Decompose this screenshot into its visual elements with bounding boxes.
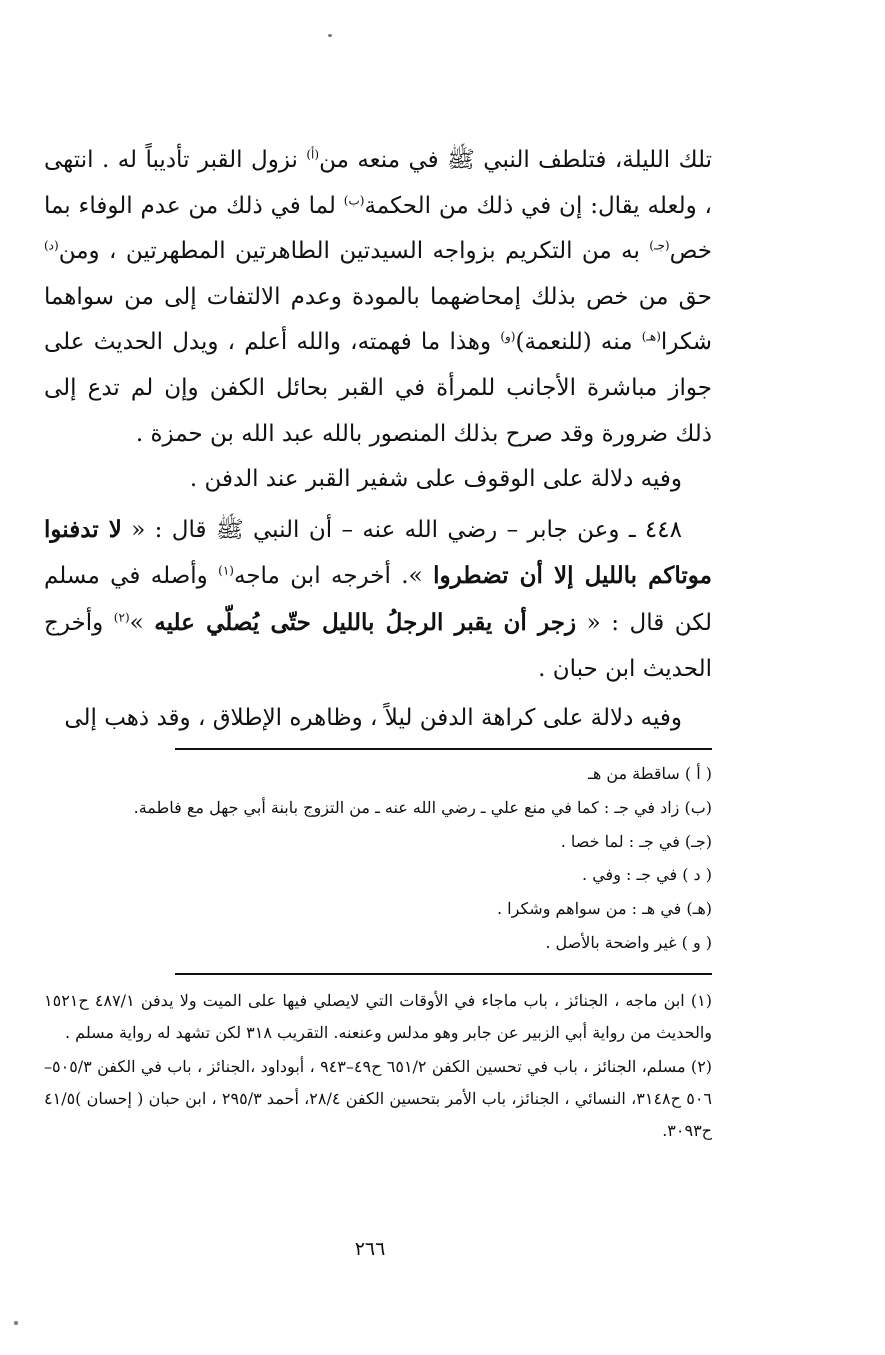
paragraph-2: وفيه دلالة على الوقوف على شفير القبر عند الدفن . — [189, 466, 682, 493]
footnote: (١) ابن ماجه ، الجنائز ، باب ماجاء في الأوقات التي لايصلي فيها على الميت ولا يدفن ٤٨٧/١ ح١٥٢١ والحديث من رواية أبي الزبير عن جابر وهو مدلس وعنعنه. التقريب ٣١٨ لكن تشهد له رواية مسلم . — [44, 991, 712, 1042]
text-run: لما في ذلك من عدم الوفاء بما خص — [44, 192, 712, 265]
variant-marker: (ب) — [343, 192, 365, 207]
text-run: وأخرج الحديث ابن حبان . — [44, 609, 712, 682]
footnote-marker: (٢) — [113, 610, 130, 625]
variant-note: (جـ) في جـ : لما خصا . — [560, 831, 712, 851]
paragraph-4: وفيه دلالة على كراهة الدفن ليلاً ، وظاهره الإطلاق ، وقد ذهب إلى — [64, 705, 682, 732]
text-run: منه (للنعمة) — [515, 329, 642, 356]
ink-speck-margin — [14, 1321, 18, 1325]
text-run: تلك الليلة، فتلطف النبي ﷺ في منعه من — [319, 147, 712, 173]
paragraph-1 — [44, 138, 712, 457]
variant-marker: (أ) — [306, 147, 320, 162]
manuscript-variants — [12, 757, 712, 960]
ink-speck-top — [328, 34, 332, 37]
text-run: حق من خص بذلك إمحاضهما بالمودة وعدم الالتفات إلى من سواهما شكرا — [44, 283, 712, 356]
variant-marker: (د) — [44, 238, 59, 253]
footnote: (٢) مسلم، الجنائز ، باب في تحسين الكفن ٦٥١/٢ ح٤٩–٩٤٣ ، أبوداود ،الجنائز ، باب في الكفن ٥٠٥/٣–٥٠٦ ح٣١٤٨، النسائي ، الجنائز، باب الأمر بتحسين الكفن ٢٨/٤، أحمد ٢٩٥/٣ ، ابن حبان ( إحسان )٤١/٥ ح٣٠٩٣. — [44, 1057, 713, 1140]
text-run: نزول القبر تأدیباً له . انتهى ، ولعله يقال: إن في ذلك من الحكمة — [44, 147, 712, 219]
variants-divider — [175, 748, 712, 750]
text-run: وأصله في مسلم لكن قال : « — [44, 563, 712, 636]
footnotes — [44, 985, 712, 1149]
hadith-quote: زجر أن يقبر الرجلُ بالليل حتّى يُصلّي عليه — [154, 608, 577, 636]
hadith-quote: لا تدفنوا موتاكم بالليل إلا أن تضطروا — [44, 515, 712, 590]
text-run: ». أخرجه ابن ماجه — [233, 563, 434, 590]
text-run: به من التكريم بزواجه السيدتين الطاهرتين المطهرتين ، ومن — [58, 238, 650, 265]
text-run: ٤٤٨ ـ وعن جابر – رضي الله عنه – أن النبي ﷺ قال : « — [121, 516, 682, 543]
main-body-text — [44, 138, 712, 742]
paragraph-3-hadith-448 — [44, 507, 712, 692]
variant-note: (ب) زاد في جـ : كما في منع علي ـ رضي الله عنه ـ من التزوج بابنة أبي جهل مع فاطمة. — [133, 797, 712, 817]
variant-note: ( أ ) ساقطة من هـ — [588, 764, 712, 783]
footnotes-divider — [175, 973, 712, 975]
footnote-marker: (١) — [218, 563, 234, 578]
variant-marker: (و) — [500, 329, 516, 344]
variant-marker: (هـ) — [641, 329, 661, 344]
variant-note: ( و ) غير واضحة بالأصل . — [545, 932, 712, 952]
page-number: ٢٦٦ — [354, 1238, 386, 1260]
text-run: وهذا ما فهمته، والله أعلم ، ويدل الحديث على جواز مباشرة الأجانب للمرأة في القبر بحائل الكفن وإن لم تدع إلى ذلك ضرورة وقد صرح بذلك المنصور بالله عبد الله بن حمزة . — [44, 329, 712, 447]
variant-note: ( د ) في جـ : وفي . — [582, 865, 712, 885]
variant-note: (هـ) في هـ : من سواهم وشكرا . — [497, 899, 712, 919]
text-run: » — [129, 609, 155, 636]
variant-marker: (جـ) — [649, 238, 670, 253]
